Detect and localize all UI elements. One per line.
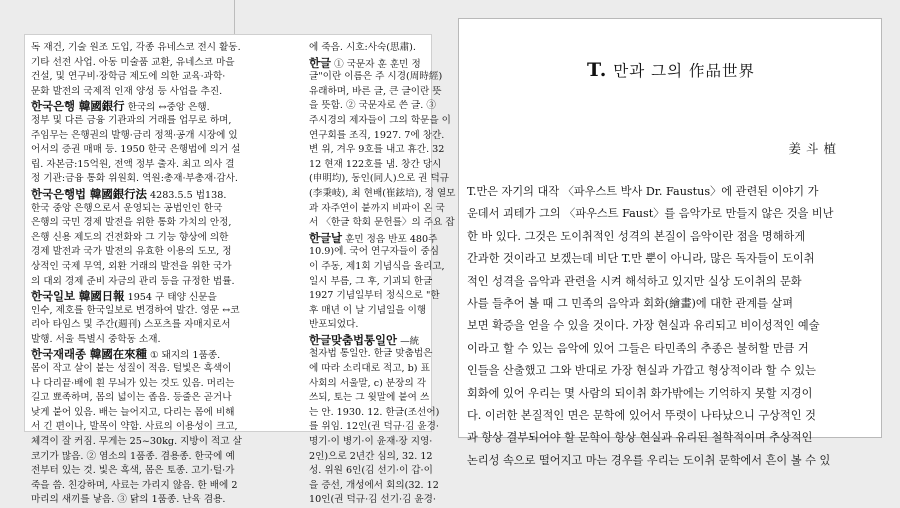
entry-text: 정 기관:금융 통화 위원회. 역원:총재·부총재·감사. bbox=[31, 173, 238, 185]
text-line bbox=[31, 85, 299, 100]
entry-text: 1954 구 태양 신문을 bbox=[124, 292, 217, 304]
text-line bbox=[309, 114, 451, 129]
entry-text: 은행의 국민 경제 발전을 위한 통화 가치의 안정, bbox=[31, 217, 232, 229]
text-line bbox=[309, 41, 431, 56]
entry-text: 훈민 정음 반포 480주 bbox=[342, 233, 438, 245]
text-line bbox=[309, 202, 445, 217]
text-line bbox=[31, 304, 299, 319]
entry-text: 리아 타임스 및 주간(週刊) 스포츠를 자매지로서 bbox=[31, 319, 231, 331]
text-line bbox=[309, 85, 442, 100]
entry-headword: 한글 bbox=[309, 55, 332, 70]
text-line bbox=[309, 347, 431, 362]
entry-text: 발행. 서울 특별시 중학동 소재. bbox=[31, 333, 161, 345]
text-line bbox=[309, 99, 436, 114]
entry-headword: 한국은행 韓國銀行 bbox=[31, 99, 125, 114]
entry-text: 글"이란 이름은 주 시경(周時經) bbox=[309, 71, 443, 83]
entry-text: 문화 발전의 국제적 인재 양성 등 사업을 추진. bbox=[31, 85, 223, 97]
entry-text: 변 위, 겨우 9호를 내고 휴간. 32 bbox=[309, 144, 445, 156]
entry-text: 립. 자본금:15억원, 전액 정부 출자. 최고 의사 결 bbox=[31, 158, 235, 170]
entry-text: 건설, 및 연구비·장학금 제도에 의한 교육·과학· bbox=[31, 71, 226, 83]
entry-text: 주시경의 제자들이 그의 학문을 이 bbox=[309, 114, 451, 126]
text-line bbox=[31, 158, 299, 173]
entry-text: 마리의 새끼를 낳음. ③ 닭의 1품종. 난육 겸용. bbox=[31, 494, 226, 506]
entry-text: 의 대외 경제 준비 자금의 관리 등을 규정한 법률. bbox=[31, 275, 235, 287]
essay-line: 인들을 산출했고 그와 반대로 가장 현실과 가깝고 형상적이라 할 수 있는 bbox=[467, 364, 816, 378]
text-line bbox=[31, 464, 299, 479]
text-line bbox=[309, 362, 431, 377]
text-line bbox=[31, 289, 299, 304]
text-line bbox=[309, 172, 450, 187]
entry-text: 코기가 많음. ② 염소의 1품종. 겸용종. 한국에 예 bbox=[31, 450, 235, 462]
text-line bbox=[31, 450, 299, 465]
essay-line: 보면 확증을 얻을 수 있을 것이다. 가장 현실과 유리되고 비이성적인 예술 bbox=[467, 319, 820, 333]
entry-text: 과 자주연이 붙까지 비파이 온 국 bbox=[309, 202, 445, 214]
text-line bbox=[309, 450, 431, 465]
text-line bbox=[31, 231, 299, 246]
entry-text: 을 뜻함. ② 국문자로 쓴 글. ③ bbox=[309, 100, 436, 112]
encyclopedia-column-left bbox=[31, 41, 299, 508]
text-line bbox=[31, 420, 299, 435]
essay-page bbox=[458, 18, 882, 467]
text-line bbox=[309, 377, 431, 392]
essay-body bbox=[467, 181, 877, 472]
text-line bbox=[309, 318, 431, 333]
entry-text: 독 재건, 기술 원조 도입, 각종 유네스코 전시 활동. bbox=[31, 42, 241, 53]
entry-text: 경제 발전과 국가 발전의 유효한 이용의 도모, 정 bbox=[31, 246, 232, 258]
text-line bbox=[31, 129, 299, 144]
text-line bbox=[309, 275, 431, 290]
text-line bbox=[309, 304, 431, 319]
entry-text: 몸이 작고 살이 붙는 성질이 적음. 털빛은 흑색이 bbox=[31, 363, 232, 375]
entry-text: 10인(권 덕규·김 선기·김 윤경· bbox=[309, 494, 436, 506]
entry-text: 쓰되, 토는 그 윗말에 붙여 쓰 bbox=[309, 392, 430, 404]
text-line bbox=[31, 99, 299, 114]
encyclopedia-column-right bbox=[309, 41, 456, 508]
entry-text: ① 국문자 훈 훈민 정 bbox=[331, 58, 421, 70]
entry-text: 연구회를 조직, 1927. 7에 창간. bbox=[309, 129, 445, 141]
essay-line: 이라고 할 수 있는 음악에 있어 그들은 타민족의 추종은 불허할 만큼 거 bbox=[467, 341, 809, 355]
text-line bbox=[31, 479, 299, 494]
entry-text: 2인)으로 2년간 심의, 32. 12 bbox=[309, 450, 433, 462]
text-line bbox=[31, 391, 299, 406]
entry-text: 죽을 씀. 친강하며, 사료는 가리지 않음. 한 배에 2 bbox=[31, 479, 238, 491]
entry-headword: 한국재래종 韓國在來種 bbox=[31, 347, 147, 362]
entry-text: 체격이 잘 커짐. 무게는 25~30kg. 지방이 적고 살 bbox=[31, 436, 242, 448]
text-line bbox=[309, 435, 431, 450]
page-divider-line bbox=[234, 0, 235, 34]
entry-text: 에 따라 소리대로 적고, b) 표 bbox=[309, 363, 430, 375]
text-line bbox=[31, 245, 299, 260]
entry-text: 길고 뾰족하며, 몸의 넓이는 좁음. 등줄은 곧거나 bbox=[31, 392, 232, 404]
entry-text: 사회의 서울말, c) 분장의 각 bbox=[309, 377, 427, 389]
entry-text: 4283.5.5 법138. bbox=[146, 189, 227, 201]
text-line bbox=[31, 172, 299, 187]
entry-text: (申明均), 동인(同人)으로 권 덕규 bbox=[309, 173, 450, 185]
entry-text: 전부터 있는 것. 빛은 흑색, 몸은 토종. 고기·털·가 bbox=[31, 465, 235, 477]
text-line bbox=[31, 187, 299, 202]
text-line bbox=[309, 420, 439, 435]
entry-text: 에 죽음. 시호:사숙(思肅). bbox=[309, 42, 416, 53]
essay-author: 姜斗植 bbox=[788, 141, 841, 156]
essay-line: 적인 성격을 음악과 관련을 시켜 해석하고 있지만 실상 도이취의 문화 bbox=[467, 274, 802, 288]
entry-text: 이 주동, 제1회 기념식을 올리고, bbox=[309, 260, 445, 272]
entry-headword: 한국은행법 韓國銀行法 bbox=[31, 186, 147, 201]
text-line bbox=[31, 202, 299, 217]
text-line bbox=[309, 479, 439, 494]
text-line bbox=[309, 143, 445, 158]
entry-text: 일시 부름, 그 후, 기괴되 한글 bbox=[309, 275, 433, 287]
text-line bbox=[309, 406, 440, 421]
text-line bbox=[31, 406, 299, 421]
entry-text: 는 안. 1930. 12. 한글(조선어) bbox=[309, 406, 440, 418]
essay-line: T.만은 자기의 대작 〈파우스트 박사 Dr. Faustus〉에 관련된 이야기 가 bbox=[467, 185, 819, 198]
essay-line: 한 바 있다. 그것은 도이취적인 성격의 본질이 음악이란 점을 명해하게 bbox=[467, 229, 806, 243]
entry-headword: 한글날 bbox=[309, 230, 343, 245]
entry-text: 명기·이 병기·이 윤재·장 지영· bbox=[309, 436, 433, 448]
entry-text: 성. 위원 6인(김 선기·이 갑·이 bbox=[309, 465, 433, 477]
essay-line: 사를 들추어 볼 때 그 민족의 음악과 회화(繪畫)에 대한 관계를 살펴 bbox=[467, 296, 794, 310]
entry-text: 반포되었다. bbox=[309, 319, 359, 331]
text-line bbox=[31, 260, 299, 275]
text-line bbox=[31, 493, 299, 508]
entry-text: 한국 중앙 은행으로서 운영되는 공법인인 한국 bbox=[31, 202, 223, 214]
text-line bbox=[309, 56, 431, 71]
text-line bbox=[309, 464, 431, 479]
entry-text: 나 다리끝·배에 흰 무늬가 있는 것도 있음. 머리는 bbox=[31, 377, 235, 389]
text-line bbox=[31, 435, 299, 450]
entry-text: 한국의 ↔중앙 은행. bbox=[124, 102, 210, 114]
entry-text: 12 현재 122호를 냄. 창간 당시 bbox=[309, 158, 442, 170]
text-line bbox=[31, 70, 299, 85]
entry-text: 서 〈한글 학회 문헌를〉의 주요 잡 bbox=[309, 217, 455, 229]
entry-text: 를 위임. 12인(권 덕규·김 윤경· bbox=[309, 421, 439, 433]
text-line bbox=[309, 158, 442, 173]
text-line bbox=[309, 230, 438, 246]
text-line bbox=[309, 391, 431, 406]
entry-headword: 한국일보 韓國日報 bbox=[31, 289, 125, 304]
text-line bbox=[309, 70, 443, 85]
text-line bbox=[31, 56, 299, 71]
text-line bbox=[309, 260, 445, 275]
text-line bbox=[309, 493, 436, 508]
text-line bbox=[31, 333, 299, 348]
text-line bbox=[31, 114, 299, 129]
text-line bbox=[31, 216, 299, 231]
entry-text: 유래하며, 바른 글, 큰 글이란 뜻 bbox=[309, 85, 442, 97]
text-line bbox=[31, 362, 299, 377]
entry-text: 어서의 증권 매매 등. 1950 한국 은행법에 의거 설 bbox=[31, 144, 241, 156]
text-line bbox=[31, 41, 299, 56]
essay-line: 논리성 속으로 떨어지고 마는 경우를 우리는 도이취 문학에서 흔이 볼 수 있 bbox=[467, 453, 831, 467]
entry-text: 은행 신용 제도의 건전화와 그 기능 향상에 의한 bbox=[31, 231, 229, 243]
entry-text: 10.9)에. 국어 연구자들이 중심 bbox=[309, 246, 439, 258]
entry-text: 1927 기념일부터 정식으로 "한 bbox=[309, 290, 440, 302]
essay-line: 회화에 있어 우리는 몇 사람의 되이취 화가밖에는 기억하지 못할 지경이 bbox=[467, 386, 813, 400]
entry-text: 철자법 통일안. 한글 맞춤법은 bbox=[309, 348, 433, 360]
essay-line: 간과한 것이라고 보겠는데 비단 T.만 뿐이 아니라, 많은 독자들이 도이취 bbox=[467, 252, 815, 266]
entry-text: 상적인 국제 무역, 외환 거래의 발전을 위한 국가 bbox=[31, 260, 232, 272]
entry-text: 기타 선전 사업. 아동 미술품 교환, 유네스코 마을 bbox=[31, 56, 235, 68]
text-line bbox=[309, 187, 456, 202]
text-line bbox=[309, 216, 455, 231]
entry-text: 을 증선, 개성에서 회의(32. 12 bbox=[309, 479, 439, 491]
essay-title-text: 만과 그의 作品世界 bbox=[607, 62, 755, 80]
entry-text: 후 매년 이 날 기념일을 이행 bbox=[309, 304, 427, 316]
essay-line: 다. 이러한 본질적인 면은 문학에 있어서 뚜렷이 나타났으니 구상적인 것 bbox=[467, 408, 816, 422]
entry-text: 정부 및 다른 금융 기관과의 거래를 업무로 하며, bbox=[31, 114, 232, 126]
essay-line: 과 항상 결부되어야 할 문학이 항상 현실과 유리된 철학적이며 추상적인 bbox=[467, 431, 813, 445]
essay-title bbox=[459, 59, 883, 81]
text-line bbox=[31, 347, 299, 362]
entry-text: —統 bbox=[397, 335, 420, 347]
entry-text: 서 긴 편이나, 발목이 약함. 사료의 이용성이 크고, bbox=[31, 421, 238, 433]
entry-text: (李秉岐), 최 현배(崔鉉培), 정 열모 bbox=[309, 187, 456, 199]
text-line bbox=[31, 275, 299, 290]
entry-text: 주임무는 은행권의 발행·금리 정책·공개 시장에 있 bbox=[31, 129, 238, 141]
entry-text: ① 돼지의 1품종. bbox=[146, 350, 221, 362]
essay-title-prefix: T. bbox=[587, 59, 608, 81]
entry-text: 인수, 제호를 한국일보로 변경하여 발간. 영문 ↔코 bbox=[31, 304, 240, 316]
text-line bbox=[309, 129, 445, 144]
essay-line: 운데서 괴테가 그의 〈파우스트 Faust〉를 음악가로 만들지 않은 것을 비난 bbox=[467, 207, 834, 221]
text-line bbox=[31, 143, 299, 158]
text-line bbox=[309, 289, 440, 304]
text-line bbox=[309, 245, 439, 260]
text-line bbox=[309, 333, 431, 348]
text-line bbox=[31, 377, 299, 392]
entry-headword: 한글맞춤법통일안 bbox=[309, 332, 398, 347]
text-line bbox=[31, 318, 299, 333]
encyclopedia-page bbox=[24, 34, 456, 506]
entry-text: 낮게 붙어 있음. 배는 늘어지고, 다리는 몸에 비해 bbox=[31, 406, 235, 418]
